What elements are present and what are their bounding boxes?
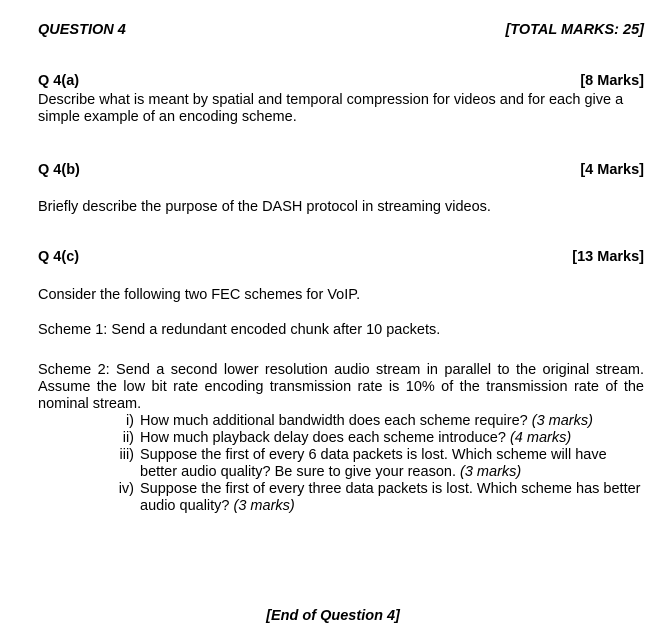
part-c-label: Q 4(c) bbox=[38, 249, 80, 265]
list-item bbox=[108, 413, 644, 430]
list-item-text: Suppose the first of every three data packets is lost. Which scheme has better audio quality? bbox=[140, 481, 641, 514]
part-b-text: Briefly describe the purpose of the DASH protocol in streaming videos. bbox=[38, 199, 491, 215]
part-c-header bbox=[38, 249, 644, 265]
part-b-label: Q 4(b) bbox=[38, 162, 80, 178]
part-a-header bbox=[38, 73, 644, 89]
list-item-text: How much playback delay does each scheme introduce? bbox=[140, 430, 510, 446]
list-item bbox=[108, 430, 644, 447]
list-item-marks: (4 marks) bbox=[509, 430, 572, 446]
question-header bbox=[38, 22, 644, 38]
list-item-number: iv) bbox=[118, 481, 134, 497]
end-of-question: [End of Question 4] bbox=[266, 608, 400, 624]
part-c-subquestions bbox=[108, 413, 644, 515]
list-item-marks: (3 marks) bbox=[531, 413, 593, 429]
list-item-number: iii) bbox=[119, 447, 134, 463]
list-item-number: ii) bbox=[122, 430, 134, 446]
question-title: QUESTION 4 bbox=[38, 22, 126, 38]
list-item-marks: (3 marks) bbox=[460, 464, 522, 480]
part-c-scheme2: Scheme 2: Send a second lower resolution audio stream in parallel to the original stream. Assume the low bit rate encoding transmission rate is 10% of the transmission rate of the nominal stream. bbox=[38, 362, 644, 412]
part-c-marks: [13 Marks] bbox=[572, 249, 644, 265]
part-c-intro: Consider the following two FEC schemes for VoIP. bbox=[38, 287, 361, 303]
list-item-text: Suppose the first of every 6 data packets is lost. Which scheme will have better audio quality? Be sure to give your reason. bbox=[140, 447, 607, 480]
list-item bbox=[108, 447, 644, 481]
part-a-label: Q 4(a) bbox=[38, 73, 80, 89]
total-marks: [TOTAL MARKS: 25] bbox=[505, 22, 644, 38]
part-a-marks: [8 Marks] bbox=[580, 73, 644, 89]
list-item-marks: (3 marks) bbox=[233, 498, 295, 514]
list-item-text: How much additional bandwidth does each scheme require? bbox=[140, 413, 532, 429]
list-item-number: i) bbox=[125, 413, 134, 429]
part-b-header bbox=[38, 162, 644, 178]
part-a-text: Describe what is meant by spatial and temporal compression for videos and for each give a simple example of an encoding scheme. bbox=[38, 92, 624, 125]
list-item bbox=[108, 481, 644, 515]
part-b-marks: [4 Marks] bbox=[580, 162, 644, 178]
part-c-scheme1: Scheme 1: Send a redundant encoded chunk after 10 packets. bbox=[38, 322, 441, 338]
